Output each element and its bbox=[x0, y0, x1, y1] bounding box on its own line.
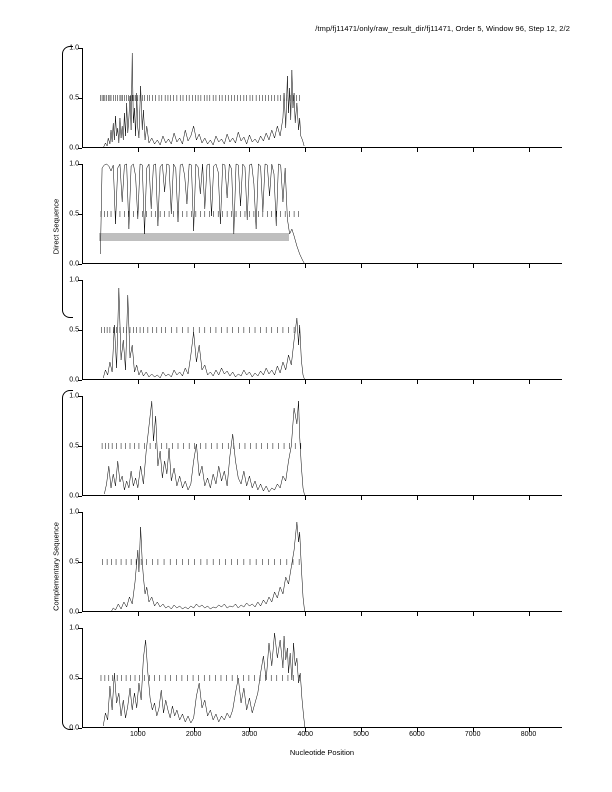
x-tick bbox=[138, 380, 139, 384]
y-tick-label: 1.0 bbox=[69, 392, 79, 400]
y-tick-label: 0.5 bbox=[69, 326, 79, 334]
x-tick bbox=[417, 612, 418, 616]
trace-layer bbox=[82, 164, 562, 264]
y-tick-label: 1.0 bbox=[69, 160, 79, 168]
x-tick bbox=[473, 612, 474, 616]
x-tick bbox=[249, 612, 250, 616]
y-tick-label: 1.0 bbox=[69, 44, 79, 52]
x-tick bbox=[194, 612, 195, 616]
y-tick-label: 1.0 bbox=[69, 276, 79, 284]
x-tick bbox=[305, 148, 306, 152]
x-tick bbox=[529, 612, 530, 616]
data-line-score bbox=[111, 522, 305, 612]
group-label-complementary: Complementary Sequence bbox=[51, 522, 61, 611]
x-tick bbox=[361, 380, 362, 384]
x-tick bbox=[473, 380, 474, 384]
x-axis-title: Nucleotide Position bbox=[289, 748, 355, 757]
y-tick-label: 0.0 bbox=[69, 724, 79, 732]
x-tick bbox=[138, 612, 139, 616]
x-tick bbox=[417, 148, 418, 152]
y-tick-label: 1.0 bbox=[69, 624, 79, 632]
x-tick bbox=[529, 496, 530, 500]
x-tick bbox=[305, 612, 306, 616]
x-tick bbox=[361, 496, 362, 500]
data-line-score bbox=[103, 288, 304, 380]
data-line-score bbox=[100, 164, 304, 264]
chart-panel-direct-frame-3 bbox=[69, 276, 562, 384]
y-tick-label: 0.0 bbox=[69, 492, 79, 500]
x-tick-label: 6000 bbox=[409, 731, 425, 738]
x-tick bbox=[305, 380, 306, 384]
x-tick-label: 3000 bbox=[241, 731, 258, 738]
data-line-score bbox=[103, 53, 304, 148]
chart-panel-direct-frame-1 bbox=[69, 44, 562, 152]
x-tick bbox=[361, 612, 362, 616]
figure-title: /tmp/fj11471/only/raw_result_dir/fj11471, Order 5, Window 96, Step 12, 2/2 bbox=[315, 24, 570, 33]
y-tick-label: 0.5 bbox=[69, 558, 79, 566]
x-tick bbox=[473, 264, 474, 268]
trace-layer bbox=[82, 48, 562, 148]
x-tick bbox=[529, 380, 530, 384]
x-tick-label: 4000 bbox=[297, 731, 314, 738]
y-tick-label: 0.5 bbox=[69, 94, 79, 102]
group-label-direct: Direct Sequence bbox=[51, 198, 61, 255]
y-tick-label: 0.0 bbox=[69, 260, 79, 268]
trace-layer bbox=[82, 280, 562, 380]
x-tick bbox=[138, 148, 139, 152]
x-tick bbox=[529, 264, 530, 268]
x-tick bbox=[249, 380, 250, 384]
x-tick bbox=[305, 496, 306, 500]
y-tick-label: 0.0 bbox=[69, 144, 79, 152]
trace-layer bbox=[82, 512, 562, 612]
x-tick bbox=[361, 148, 362, 152]
y-tick-label: 0.5 bbox=[69, 442, 79, 450]
x-tick bbox=[417, 264, 418, 268]
x-tick bbox=[417, 496, 418, 500]
chart-panel-direct-frame-2 bbox=[69, 160, 562, 268]
x-tick-label: 5000 bbox=[353, 731, 369, 738]
y-tick-label: 1.0 bbox=[69, 508, 79, 516]
x-tick bbox=[138, 496, 139, 500]
x-tick bbox=[305, 264, 306, 268]
x-tick-label: 2000 bbox=[185, 731, 202, 738]
x-tick bbox=[249, 148, 250, 152]
x-tick bbox=[529, 148, 530, 152]
x-tick-label: 7000 bbox=[464, 731, 481, 738]
x-tick bbox=[138, 264, 139, 268]
x-tick bbox=[194, 496, 195, 500]
x-tick-label: 8000 bbox=[520, 731, 537, 738]
trace-layer bbox=[82, 396, 562, 496]
x-tick bbox=[194, 264, 195, 268]
chart-panel-complementary-frame-2 bbox=[69, 508, 562, 616]
x-tick bbox=[417, 380, 418, 384]
chart-panel-complementary-frame-3 bbox=[69, 624, 562, 738]
y-tick-label: 0.5 bbox=[69, 674, 79, 682]
x-tick bbox=[473, 496, 474, 500]
x-tick-label: 1000 bbox=[130, 731, 146, 738]
x-tick bbox=[194, 380, 195, 384]
x-tick bbox=[249, 264, 250, 268]
x-tick bbox=[361, 264, 362, 268]
trace-layer bbox=[82, 628, 562, 728]
x-tick bbox=[249, 496, 250, 500]
y-tick-label: 0.0 bbox=[69, 608, 79, 616]
x-tick bbox=[473, 148, 474, 152]
x-tick bbox=[194, 148, 195, 152]
y-tick-label: 0.0 bbox=[69, 376, 79, 384]
chart-panel-complementary-frame-1 bbox=[69, 392, 562, 500]
y-tick-label: 0.5 bbox=[69, 210, 79, 218]
